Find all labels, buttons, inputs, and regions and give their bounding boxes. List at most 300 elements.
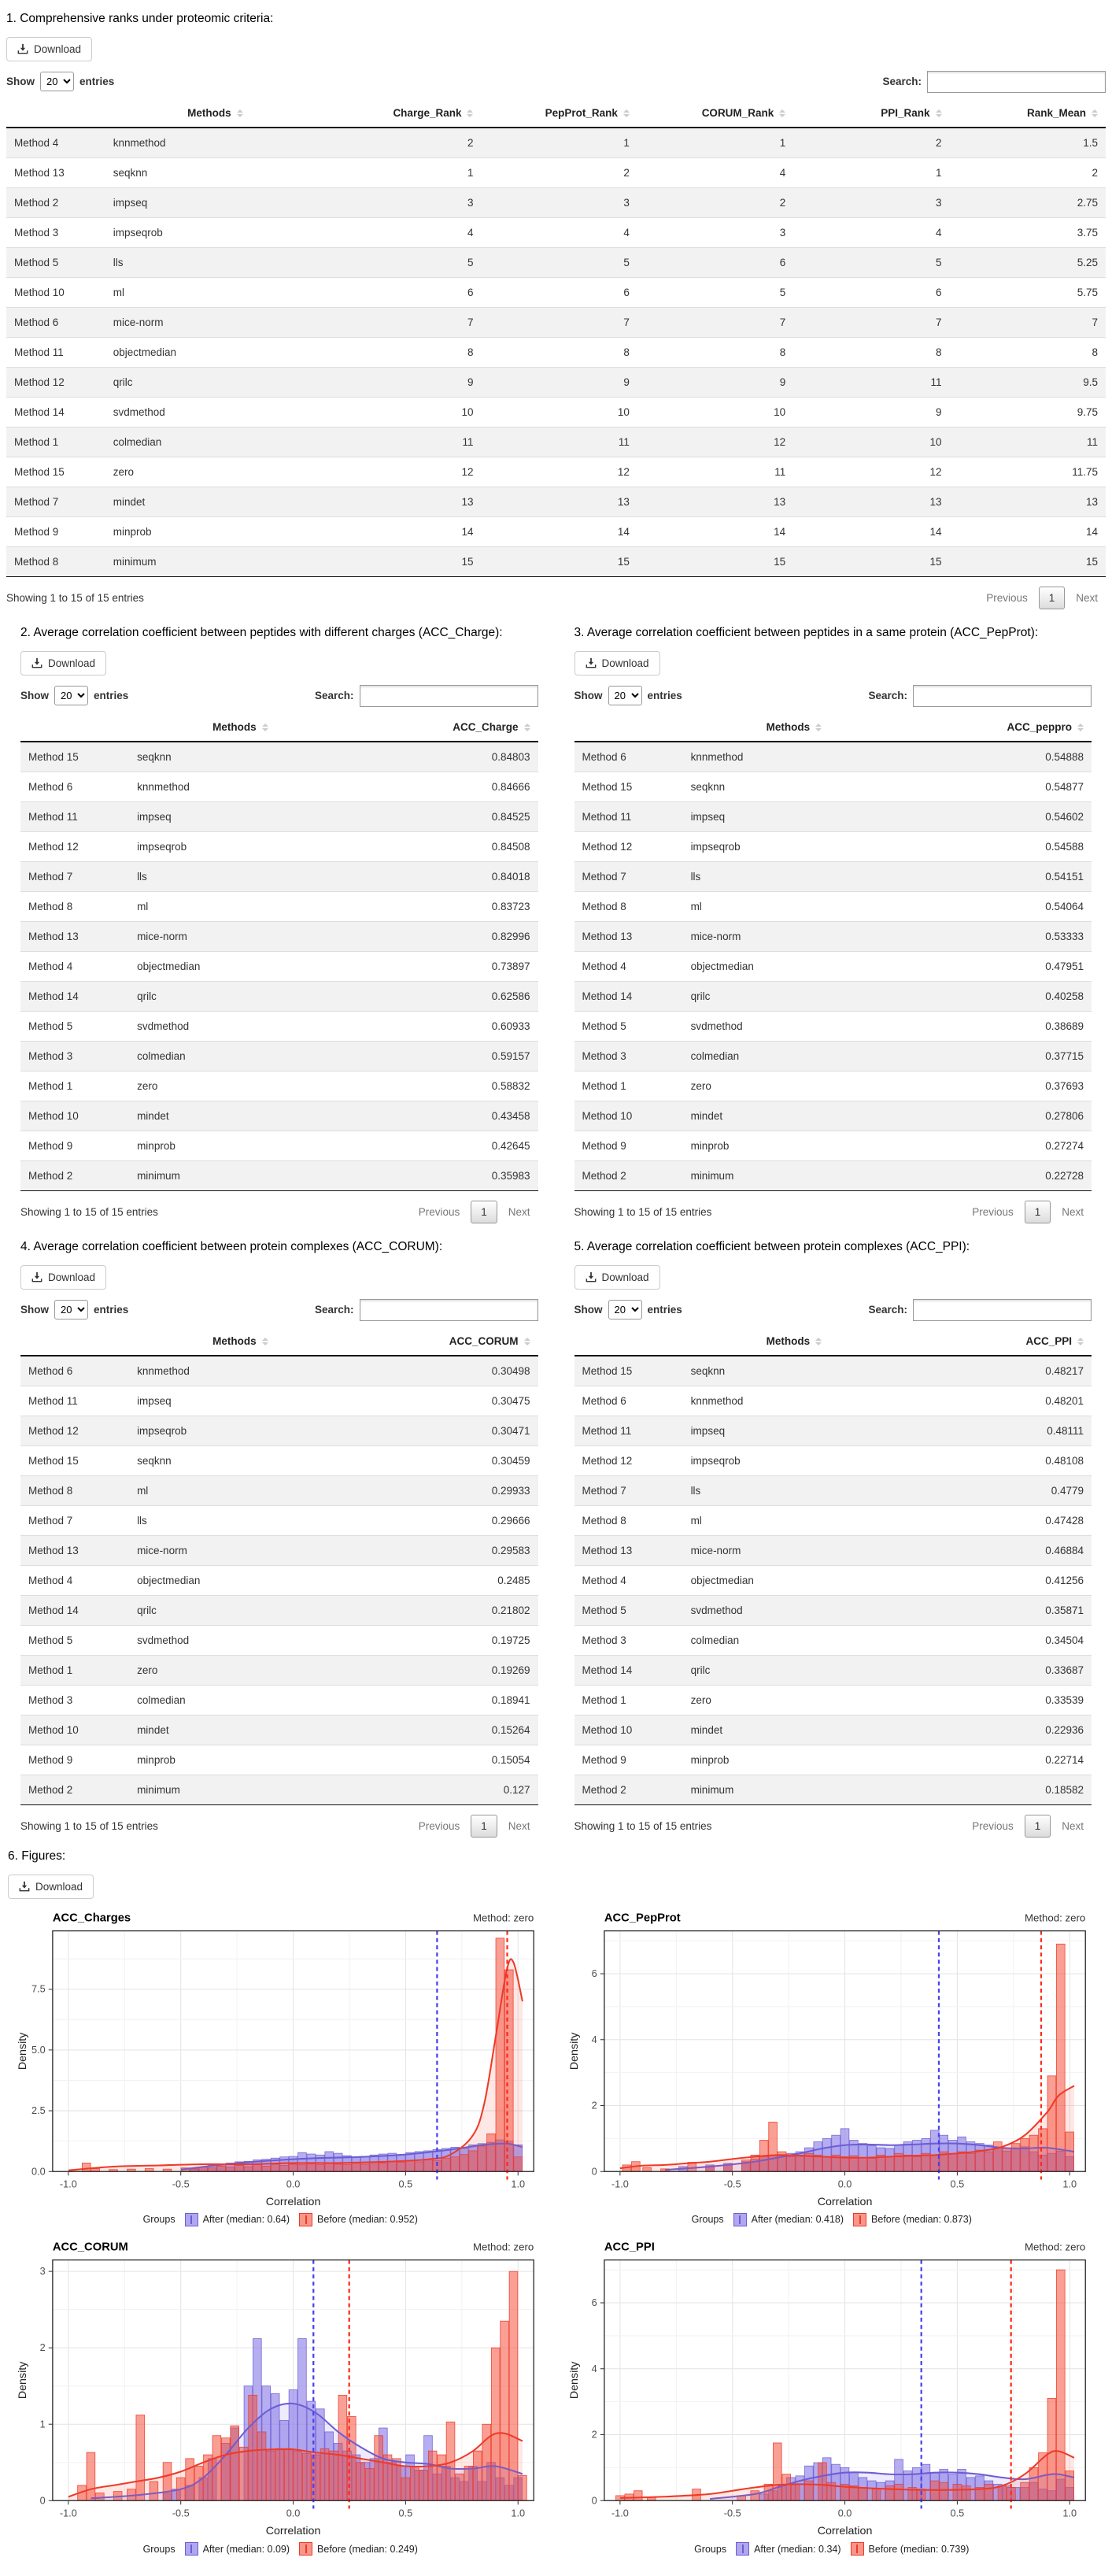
value-cell: 0.18582 bbox=[905, 1775, 1092, 1804]
row-label: Method 10 bbox=[20, 1715, 129, 1745]
value-cell: 0.54588 bbox=[905, 831, 1092, 861]
row-label: Method 3 bbox=[574, 1625, 683, 1655]
value-cell: 5 bbox=[325, 247, 481, 277]
row-label: Method 6 bbox=[6, 307, 105, 337]
method-name: svdmethod bbox=[683, 1011, 906, 1041]
table-row bbox=[574, 1041, 1092, 1071]
svg-text:-0.5: -0.5 bbox=[172, 2178, 190, 2190]
row-label: Method 5 bbox=[574, 1011, 683, 1041]
value-cell: 0.84508 bbox=[352, 831, 538, 861]
svg-text:-0.5: -0.5 bbox=[723, 2507, 741, 2519]
table-row bbox=[20, 1775, 538, 1804]
svg-text:1.0: 1.0 bbox=[511, 2178, 526, 2190]
svg-text:0.0: 0.0 bbox=[837, 2507, 852, 2519]
legend-swatch bbox=[851, 2542, 864, 2556]
table-row bbox=[6, 157, 1106, 187]
download-icon bbox=[31, 1271, 42, 1282]
value-cell: 12 bbox=[481, 457, 637, 487]
table-row bbox=[574, 1625, 1092, 1655]
value-cell: 13 bbox=[950, 487, 1106, 516]
value-cell: 0.54064 bbox=[905, 891, 1092, 921]
figure-acc-ppi bbox=[567, 2236, 1097, 2560]
row-label: Method 12 bbox=[574, 1445, 683, 1475]
page-size-select[interactable] bbox=[40, 72, 74, 91]
sort-icon bbox=[623, 109, 630, 117]
column-header-methods[interactable]: Methods bbox=[683, 1327, 906, 1356]
value-cell: 9 bbox=[481, 367, 637, 397]
value-cell: 0.84525 bbox=[352, 801, 538, 831]
method-name: svdmethod bbox=[105, 397, 325, 427]
value-cell: 14 bbox=[481, 516, 637, 546]
legend-swatch bbox=[299, 2542, 312, 2556]
method-name: mindet bbox=[129, 1101, 352, 1131]
legend-label: Before (median: 0.952) bbox=[317, 2214, 418, 2226]
value-cell: 9.5 bbox=[950, 367, 1106, 397]
table-row bbox=[20, 1535, 538, 1565]
table-row bbox=[574, 1475, 1092, 1505]
value-cell: 3.75 bbox=[950, 217, 1106, 247]
legend-label: Before (median: 0.739) bbox=[868, 2543, 970, 2555]
pagination-page-1[interactable]: 1 bbox=[1039, 587, 1066, 609]
table-row bbox=[574, 1356, 1092, 1386]
column-header-acc_charge[interactable]: ACC_Charge bbox=[352, 713, 538, 742]
svg-text:Correlation: Correlation bbox=[265, 2524, 321, 2537]
row-label: Method 3 bbox=[6, 217, 105, 247]
legend-label: After (median: 0.64) bbox=[202, 2214, 290, 2226]
acc-corum-plot bbox=[16, 2236, 545, 2542]
table-row bbox=[574, 1445, 1092, 1475]
svg-text:ACC_PPI: ACC_PPI bbox=[604, 2241, 655, 2254]
value-cell: 4 bbox=[637, 157, 793, 187]
value-cell: 0.48217 bbox=[1045, 1364, 1084, 1377]
pagination-previous[interactable]: Previous bbox=[972, 1819, 1014, 1832]
table-row bbox=[20, 981, 538, 1011]
legend-title: Groups bbox=[694, 2543, 727, 2555]
svg-text:4: 4 bbox=[591, 2362, 597, 2374]
table-row bbox=[574, 981, 1092, 1011]
download-button[interactable]: Download bbox=[20, 651, 106, 675]
svg-text:Correlation: Correlation bbox=[265, 2195, 321, 2208]
method-name: colmedian bbox=[683, 1041, 906, 1071]
row-label: Method 7 bbox=[574, 1475, 683, 1505]
row-label: Method 7 bbox=[6, 487, 105, 516]
value-cell: 11.75 bbox=[950, 457, 1106, 487]
method-name: zero bbox=[683, 1685, 906, 1715]
download-button[interactable]: Download bbox=[6, 37, 92, 61]
legend-title: Groups bbox=[142, 2214, 175, 2226]
legend-key-after bbox=[185, 2213, 290, 2226]
value-cell: 14 bbox=[637, 516, 793, 546]
search-control: Search: bbox=[315, 1299, 538, 1321]
row-label: Method 9 bbox=[574, 1131, 683, 1160]
legend-title: Groups bbox=[691, 2214, 724, 2226]
method-name: knnmethod bbox=[690, 750, 744, 763]
svg-text:-1.0: -1.0 bbox=[611, 2507, 629, 2519]
table-row bbox=[574, 1505, 1092, 1535]
table-row bbox=[20, 1595, 538, 1625]
search-control: Search: bbox=[315, 685, 538, 707]
value-cell: 0.62586 bbox=[352, 981, 538, 1011]
value-cell: 4 bbox=[325, 217, 481, 247]
table-row bbox=[6, 217, 1106, 247]
pagination bbox=[964, 1201, 1092, 1223]
legend-swatch bbox=[736, 2542, 749, 2556]
pagination-next[interactable]: Next bbox=[508, 1819, 530, 1832]
row-label: Method 12 bbox=[574, 831, 683, 861]
search-input[interactable] bbox=[913, 685, 1092, 707]
row-label: Method 8 bbox=[6, 546, 105, 576]
search-input[interactable] bbox=[913, 1299, 1092, 1321]
method-name: svdmethod bbox=[129, 1625, 352, 1655]
table-row bbox=[20, 1011, 538, 1041]
method-name: impseqrob bbox=[683, 831, 906, 861]
sort-icon bbox=[936, 109, 942, 117]
table-row bbox=[574, 831, 1092, 861]
pagination bbox=[964, 1815, 1092, 1838]
method-name: minimum bbox=[105, 546, 325, 576]
download-button[interactable]: Download bbox=[8, 1875, 94, 1899]
table-row bbox=[6, 128, 1106, 158]
legend-label: Before (median: 0.249) bbox=[317, 2543, 418, 2555]
value-cell: 0.47428 bbox=[905, 1505, 1092, 1535]
value-cell: 8 bbox=[793, 337, 949, 367]
pagination bbox=[411, 1201, 538, 1223]
page-size-select[interactable] bbox=[54, 686, 88, 705]
value-cell: 0.29583 bbox=[352, 1535, 538, 1565]
table-row bbox=[20, 1655, 538, 1685]
page-size-select[interactable] bbox=[608, 1300, 642, 1319]
column-header-methods[interactable]: Methods bbox=[683, 713, 906, 742]
acc-charges-plot bbox=[16, 1907, 545, 2213]
method-name: objectmedian bbox=[683, 1565, 906, 1595]
value-cell: 0.54602 bbox=[905, 801, 1092, 831]
method-name: svdmethod bbox=[129, 1011, 352, 1041]
acc-ppi-plot bbox=[567, 2236, 1097, 2542]
column-header-methods[interactable]: Methods bbox=[105, 99, 325, 128]
method-name: mice-norm bbox=[129, 921, 352, 951]
search-input[interactable] bbox=[360, 1299, 538, 1321]
row-label: Method 1 bbox=[6, 427, 105, 457]
pagination-page-1[interactable]: 1 bbox=[1025, 1815, 1051, 1838]
value-cell: 0.34504 bbox=[905, 1625, 1092, 1655]
value-cell: 11 bbox=[325, 427, 481, 457]
value-cell: 3 bbox=[637, 217, 793, 247]
svg-text:0.5: 0.5 bbox=[950, 2178, 964, 2190]
method-name: zero bbox=[683, 1071, 906, 1101]
sort-icon bbox=[237, 109, 243, 117]
value-cell: 14 bbox=[793, 516, 949, 546]
value-cell: 0.22728 bbox=[905, 1160, 1092, 1190]
search-input[interactable] bbox=[360, 685, 538, 707]
row-label: Method 14 bbox=[6, 397, 105, 427]
value-cell: 10 bbox=[637, 397, 793, 427]
table-row bbox=[574, 1131, 1092, 1160]
method-name: impseqrob bbox=[105, 217, 325, 247]
row-label: Method 2 bbox=[20, 1775, 129, 1804]
row-label: Method 10 bbox=[20, 1101, 129, 1131]
method-name: knnmethod bbox=[683, 1386, 906, 1416]
svg-text:-1.0: -1.0 bbox=[59, 2507, 77, 2519]
pagination-page-1[interactable]: 1 bbox=[1025, 1201, 1051, 1223]
pagination-next[interactable]: Next bbox=[508, 1205, 530, 1218]
column-header-acc_peppro[interactable]: ACC_peppro bbox=[905, 713, 1092, 742]
column-header-charge_rank[interactable]: Charge_Rank bbox=[325, 99, 481, 128]
column-header-methods[interactable]: Methods bbox=[129, 1327, 352, 1356]
acc-ppi-table bbox=[574, 1327, 1092, 1805]
svg-text:-0.5: -0.5 bbox=[723, 2178, 741, 2190]
table-row bbox=[20, 861, 538, 891]
method-name: colmedian bbox=[683, 1625, 906, 1655]
search-control: Search: bbox=[868, 685, 1092, 707]
value-cell: 0.35983 bbox=[352, 1160, 538, 1190]
pagination-previous[interactable]: Previous bbox=[986, 591, 1028, 604]
row-label: Method 12 bbox=[6, 367, 105, 397]
pagination-previous[interactable]: Previous bbox=[972, 1205, 1014, 1218]
sort-icon bbox=[524, 1338, 530, 1345]
method-name: mice-norm bbox=[683, 1535, 906, 1565]
value-cell: 12 bbox=[793, 457, 949, 487]
row-label: Method 7 bbox=[20, 861, 129, 891]
column-header-methods[interactable]: Methods bbox=[129, 713, 352, 742]
row-label: Method 11 bbox=[574, 1416, 683, 1445]
value-cell: 0.59157 bbox=[352, 1041, 538, 1071]
value-cell: 4 bbox=[793, 217, 949, 247]
method-name: objectmedian bbox=[683, 951, 906, 981]
page-size-control: Show 20 entries bbox=[20, 1300, 128, 1319]
search-input[interactable] bbox=[927, 71, 1106, 93]
table-row bbox=[6, 397, 1106, 427]
value-cell: 0.27274 bbox=[905, 1131, 1092, 1160]
row-label-header bbox=[20, 713, 129, 742]
value-cell: 0.37693 bbox=[905, 1071, 1092, 1101]
value-cell: 15 bbox=[637, 546, 793, 576]
table-row bbox=[574, 1535, 1092, 1565]
column-header-ppi_rank[interactable]: PPI_Rank bbox=[793, 99, 949, 128]
value-cell: 0.35871 bbox=[905, 1595, 1092, 1625]
column-header-corum_rank[interactable]: CORUM_Rank bbox=[637, 99, 793, 128]
pagination-page-1[interactable]: 1 bbox=[471, 1815, 497, 1838]
pagination-previous[interactable]: Previous bbox=[418, 1819, 460, 1832]
method-name: mice-norm bbox=[129, 1535, 352, 1565]
svg-text:1: 1 bbox=[39, 2418, 46, 2430]
column-header-acc_ppi[interactable]: ACC_PPI bbox=[905, 1327, 1092, 1356]
method-name: zero bbox=[105, 457, 325, 487]
table-row bbox=[574, 742, 1092, 772]
figure-acc-charges bbox=[16, 1907, 545, 2231]
method-name: colmedian bbox=[129, 1041, 352, 1071]
value-cell: 0.15054 bbox=[352, 1745, 538, 1775]
svg-text:Density: Density bbox=[17, 2032, 30, 2070]
table-row bbox=[20, 1475, 538, 1505]
search-control: Search: bbox=[882, 71, 1106, 93]
svg-text:Correlation: Correlation bbox=[817, 2195, 872, 2208]
column-header-acc_corum[interactable]: ACC_CORUM bbox=[352, 1327, 538, 1356]
row-label: Method 5 bbox=[6, 247, 105, 277]
pagination-page-1[interactable]: 1 bbox=[471, 1201, 497, 1223]
value-cell: 0.15264 bbox=[352, 1715, 538, 1745]
row-label: Method 2 bbox=[20, 1160, 129, 1190]
pagination-previous[interactable]: Previous bbox=[418, 1205, 460, 1218]
method-name: seqknn bbox=[137, 750, 172, 763]
svg-text:3: 3 bbox=[39, 2265, 46, 2278]
row-label: Method 9 bbox=[574, 1745, 683, 1775]
table-row bbox=[6, 187, 1106, 217]
value-cell: 13 bbox=[637, 487, 793, 516]
value-cell: 8 bbox=[325, 337, 481, 367]
method-name: minprob bbox=[129, 1745, 352, 1775]
method-name: minprob bbox=[129, 1131, 352, 1160]
pagination-next[interactable]: Next bbox=[1076, 591, 1098, 604]
row-label: Method 6 bbox=[574, 1386, 683, 1416]
row-label: Method 15 bbox=[20, 1445, 129, 1475]
value-cell: 0.58832 bbox=[352, 1071, 538, 1101]
value-cell: 7 bbox=[950, 307, 1106, 337]
value-cell: 0.46884 bbox=[905, 1535, 1092, 1565]
value-cell: 2.75 bbox=[950, 187, 1106, 217]
value-cell: 7 bbox=[637, 307, 793, 337]
value-cell: 10 bbox=[481, 397, 637, 427]
svg-text:0.5: 0.5 bbox=[398, 2178, 413, 2190]
figure-acc-pepprot bbox=[567, 1907, 1097, 2231]
svg-text:4: 4 bbox=[591, 2033, 597, 2045]
method-name: seqknn bbox=[690, 1364, 726, 1377]
acc-corum-table bbox=[20, 1327, 538, 1805]
table-row bbox=[6, 307, 1106, 337]
legend-title: Groups bbox=[142, 2543, 175, 2555]
row-label-header bbox=[574, 713, 683, 742]
svg-text:2: 2 bbox=[591, 2428, 597, 2441]
legend-key-before bbox=[851, 2542, 970, 2556]
sort-icon bbox=[815, 724, 822, 731]
value-cell: 10 bbox=[325, 397, 481, 427]
method-name: seqknn bbox=[105, 157, 325, 187]
value-cell: 0.22714 bbox=[905, 1745, 1092, 1775]
value-cell: 6 bbox=[481, 277, 637, 307]
row-label: Method 15 bbox=[28, 750, 79, 763]
page-size-control: Show 20 entries bbox=[20, 686, 128, 705]
method-name: impseq bbox=[129, 1386, 352, 1416]
legend-swatch bbox=[185, 2213, 198, 2226]
value-cell: 2 bbox=[950, 157, 1106, 187]
table-row bbox=[20, 801, 538, 831]
value-cell: 0.27806 bbox=[905, 1101, 1092, 1131]
svg-text:0.0: 0.0 bbox=[286, 2507, 301, 2519]
section-comprehensive-ranks bbox=[6, 11, 1106, 614]
svg-text:0.0: 0.0 bbox=[286, 2178, 301, 2190]
download-button[interactable]: Download bbox=[20, 1265, 106, 1290]
table-row bbox=[574, 772, 1092, 801]
method-name: zero bbox=[129, 1071, 352, 1101]
table-row bbox=[574, 1595, 1092, 1625]
plot-legend bbox=[16, 2213, 545, 2226]
method-name: objectmedian bbox=[129, 951, 352, 981]
legend-key-before bbox=[299, 2542, 418, 2556]
download-button[interactable]: Download bbox=[574, 651, 660, 675]
table-row bbox=[6, 367, 1106, 397]
table-row bbox=[6, 337, 1106, 367]
value-cell: 0.48111 bbox=[905, 1416, 1092, 1445]
table-row bbox=[574, 861, 1092, 891]
value-cell: 13 bbox=[325, 487, 481, 516]
value-cell: 12 bbox=[637, 427, 793, 457]
value-cell: 13 bbox=[793, 487, 949, 516]
table-row bbox=[20, 1445, 538, 1475]
table-row bbox=[6, 247, 1106, 277]
row-label: Method 13 bbox=[574, 1535, 683, 1565]
value-cell: 7 bbox=[481, 307, 637, 337]
plot-legend bbox=[567, 2542, 1097, 2556]
pagination bbox=[411, 1815, 538, 1838]
row-label: Method 15 bbox=[6, 457, 105, 487]
value-cell: 9 bbox=[325, 367, 481, 397]
svg-text:-1.0: -1.0 bbox=[611, 2178, 629, 2190]
section-title: 3. Average correlation coefficient between peptides in a same protein (ACC_PepProt): bbox=[574, 625, 1039, 639]
method-name: impseqrob bbox=[129, 831, 352, 861]
page-size-select[interactable] bbox=[54, 1300, 88, 1319]
table-row bbox=[20, 1685, 538, 1715]
value-cell: 2 bbox=[637, 187, 793, 217]
value-cell: 0.54877 bbox=[905, 772, 1092, 801]
svg-text:ACC_PepProt: ACC_PepProt bbox=[604, 1912, 681, 1925]
method-name: colmedian bbox=[105, 427, 325, 457]
showing-info: Showing 1 to 15 of 15 entries bbox=[20, 1819, 158, 1832]
sort-icon bbox=[1077, 724, 1084, 731]
method-name: impseqrob bbox=[683, 1445, 906, 1475]
value-cell: 0.29666 bbox=[352, 1505, 538, 1535]
svg-text:7.5: 7.5 bbox=[31, 1982, 46, 1995]
pagination-next[interactable]: Next bbox=[1062, 1205, 1084, 1218]
section-acc-charge bbox=[20, 619, 538, 1228]
method-name: seqknn bbox=[683, 772, 906, 801]
legend-swatch bbox=[853, 2213, 866, 2226]
value-cell: 0.30471 bbox=[352, 1416, 538, 1445]
section-figures bbox=[6, 1849, 1106, 2560]
page-size-control: Show 20 entries bbox=[6, 72, 114, 91]
value-cell: 3 bbox=[325, 187, 481, 217]
value-cell: 13 bbox=[481, 487, 637, 516]
method-name: minimum bbox=[683, 1160, 906, 1190]
value-cell: 0.53333 bbox=[905, 921, 1092, 951]
value-cell: 10 bbox=[793, 427, 949, 457]
method-name: lls bbox=[105, 247, 325, 277]
value-cell: 5 bbox=[793, 247, 949, 277]
method-name: knnmethod bbox=[129, 772, 352, 801]
table-row bbox=[20, 1386, 538, 1416]
download-button[interactable]: Download bbox=[574, 1265, 660, 1290]
column-header-pepprot_rank[interactable]: PepProt_Rank bbox=[481, 99, 637, 128]
value-cell: 1 bbox=[779, 136, 786, 149]
value-cell: 9 bbox=[637, 367, 793, 397]
table-row bbox=[6, 487, 1106, 516]
value-cell: 0.30459 bbox=[352, 1445, 538, 1475]
pagination-next[interactable]: Next bbox=[1062, 1819, 1084, 1832]
table-row bbox=[20, 951, 538, 981]
sort-icon bbox=[815, 1338, 822, 1345]
table-row bbox=[20, 1416, 538, 1445]
value-cell: 15 bbox=[481, 546, 637, 576]
page-size-select[interactable] bbox=[608, 686, 642, 705]
row-label: Method 1 bbox=[574, 1685, 683, 1715]
svg-text:0: 0 bbox=[591, 2165, 597, 2178]
svg-text:ACC_CORUM: ACC_CORUM bbox=[52, 2241, 128, 2254]
method-name: objectmedian bbox=[129, 1565, 352, 1595]
section-title: 2. Average correlation coefficient between peptides with different charges (ACC_Charge): bbox=[20, 625, 503, 639]
value-cell: 0.30475 bbox=[352, 1386, 538, 1416]
value-cell: 0.38689 bbox=[905, 1011, 1092, 1041]
method-name: colmedian bbox=[129, 1685, 352, 1715]
row-label: Method 6 bbox=[28, 1364, 73, 1377]
column-header-rank_mean[interactable]: Rank_Mean bbox=[950, 99, 1106, 128]
